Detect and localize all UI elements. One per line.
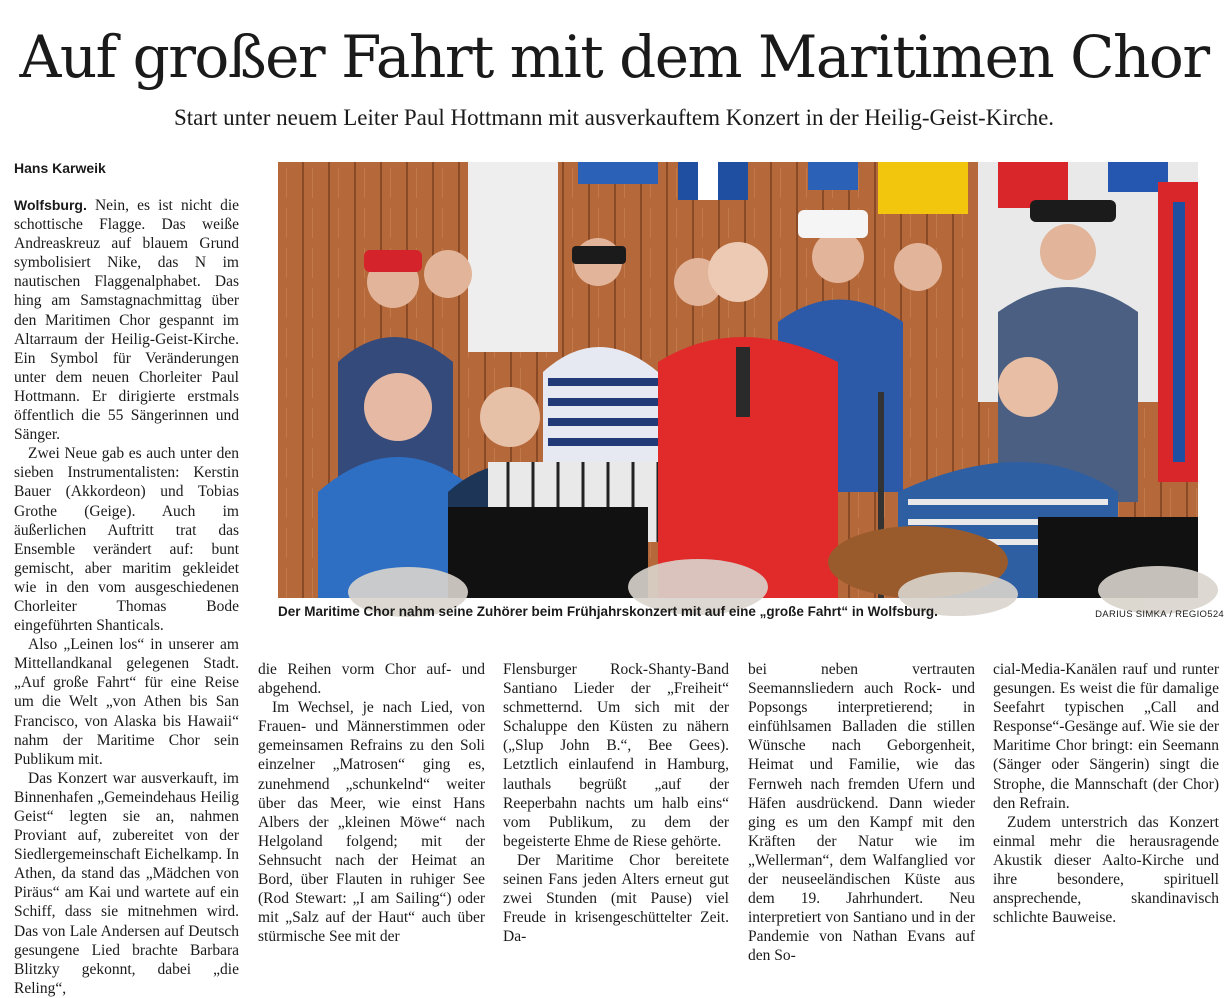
- article-column-4: [748, 660, 975, 965]
- article-paragraph: Zwei Neue gab es auch unter den sieben Instrumentalisten: Kerstin Bauer (Akkordeon) und Tobias Grothe (Geige). Auch im äußerlichen Auftritt trat das Ensemble verändert auf: bunt gemischt, aber maritim gekleidet wie in den vom ausgeschiedenen Chorleiter Thomas Bode eingeführten Shanticals.: [14, 445, 239, 635]
- article-paragraph: cial-Media-Kanälen rauf und runter gesungen. Es weist die für damalige Seefahrt typischen „Call and Response“-Gesänge auf. Wie sie der Maritime Chor bringt: ein Seemann (Sänger oder Sängerin) singt die Strophe, die Mannschaft (der Chor) den Refrain.: [993, 661, 1219, 812]
- choir-photo: [278, 162, 1198, 598]
- paragraph-text: Nein, es ist nicht die schottische Flagge. Das weiße Andreaskreuz auf blauem Grund symbolisiert Nike, das N im nautischen Flaggenalphabet. Das hing am Samstagnachmittag über den Maritimen Chor gespannt im Altarraum der Heilig-Geist-Kirche. Ein Symbol für Veränderungen unter dem neuen Chorleiter Paul Hottmann. Er dirigierte erstmals öffentlich die 55 Sängerinnen und Sänger.: [14, 197, 239, 444]
- article-paragraph: Der Maritime Chor bereitete seinen Fans jeden Alters erneut gut zwei Stunden (mit Pause) viel Freude in krisengeschüttelter Zeit. Da-: [503, 851, 729, 946]
- choir-photo-illustration: [278, 162, 1198, 598]
- article-paragraph: Zudem unterstrich das Konzert einmal mehr die herausragende Akustik dieser Aalto-Kirche und ihre besondere, spirituell ansprechende, skandinavisch schlichte Bauweise.: [993, 813, 1219, 927]
- article-paragraph: Flensburger Rock-Shanty-Band Santiano Lieder der „Freiheit“ schmetternd. Um sich mit der Schaluppe den Küsten zu nähern („Slup John B.“, Bee Gees). Letztlich einlaufend in Hamburg, lauthals begrüßt „auf der Reeperbahn nachts um halb eins“ vom Publikum, zu dem der begeisterte Ehme de Riese gehörte.: [503, 661, 729, 850]
- article-paragraph: bei neben vertrauten Seemannsliedern auch Rock- und Popsongs interpretierend; in einfühlsamen Balladen die stillen Wünsche nach Geborgenheit, Heimat und Familie, wie das Fernweh nach fremden Ufern und Häfen ausdrückend. Dann wieder ging es um den Kampf mit den Kräften der Natur wie im „Wellerman“, dem Walfanglied vor der neuseeländischen Küste aus dem 19. Jahrhundert. Neu interpretiert von Santiano und in der Pandemie von Nathan Evans auf den So-: [748, 661, 975, 965]
- article-paragraph: Also „Leinen los“ in unserer am Mittellandkanal gelegenen Stadt. „Auf große Fahrt“ für eine Reise um die Welt „von Athen bis San Francisco, von Alaska bis Hawaii“ nahm der Maritime Chor sein Publikum mit.: [14, 636, 239, 768]
- article-paragraph: [14, 196, 239, 444]
- photo-caption: Der Maritime Chor nahm seine Zuhörer beim Frühjahrskonzert mit auf eine „große Fahrt“ in Wolfsburg.: [278, 604, 938, 619]
- article-paragraph: Das Konzert war ausverkauft, im Binnenhafen „Gemeindehaus Heilig Geist“ legten sie an, nahmen Proviant auf, zubereitet von der Siedlergemeinschaft Eichelkamp. In Athen, da stand das „Mädchen von Piräus“ am Kai und wartete auf ein Schiff, dass sie mitnehmen wird. Das von Lale Andersen auf Deutsch gesungene Lied brachte Barbara Blitzky gekonnt, dabei „die Reling“,: [14, 769, 239, 997]
- music-stand: [448, 507, 648, 598]
- article-paragraph: die Reihen vorm Chor auf- und abgehend.: [258, 661, 485, 698]
- red-cap: [364, 250, 422, 272]
- microphone: [736, 347, 750, 417]
- article-column-2: [258, 660, 485, 946]
- subheadline: Start unter neuem Leiter Paul Hottmann mit ausverkauftem Konzert in der Heilig-Geist-Kirche.: [173, 105, 1055, 130]
- photo-credit: DARIUS SIMKA / REGIO524: [1095, 609, 1224, 620]
- article-column-5: [993, 660, 1219, 926]
- article-column-3: [503, 660, 729, 946]
- article-column-1: [14, 196, 239, 997]
- dateline: Wolfsburg.: [14, 197, 87, 213]
- article-paragraph: Im Wechsel, je nach Lied, von Frauen- und Männerstimmen oder gemeinsamen Refrains zu den Soli einzelner „Matrosen“ ging es, zunehmend „schunkelnd“ weiter über das Meer, wie einst Hans Albers der „kleinen Möwe“ nach Helgoland folgend; mit der Sehnsucht nach der Heimat an Bord, über Flauten in ruhiger See (Rod Stewart: „I am Sailing“) oder mit „Salz auf der Haut“ auch über stürmische See mit der: [258, 699, 485, 946]
- headline: Auf großer Fahrt mit dem Maritimen Chor: [19, 23, 1209, 91]
- author-byline: Hans Karweik: [14, 160, 106, 176]
